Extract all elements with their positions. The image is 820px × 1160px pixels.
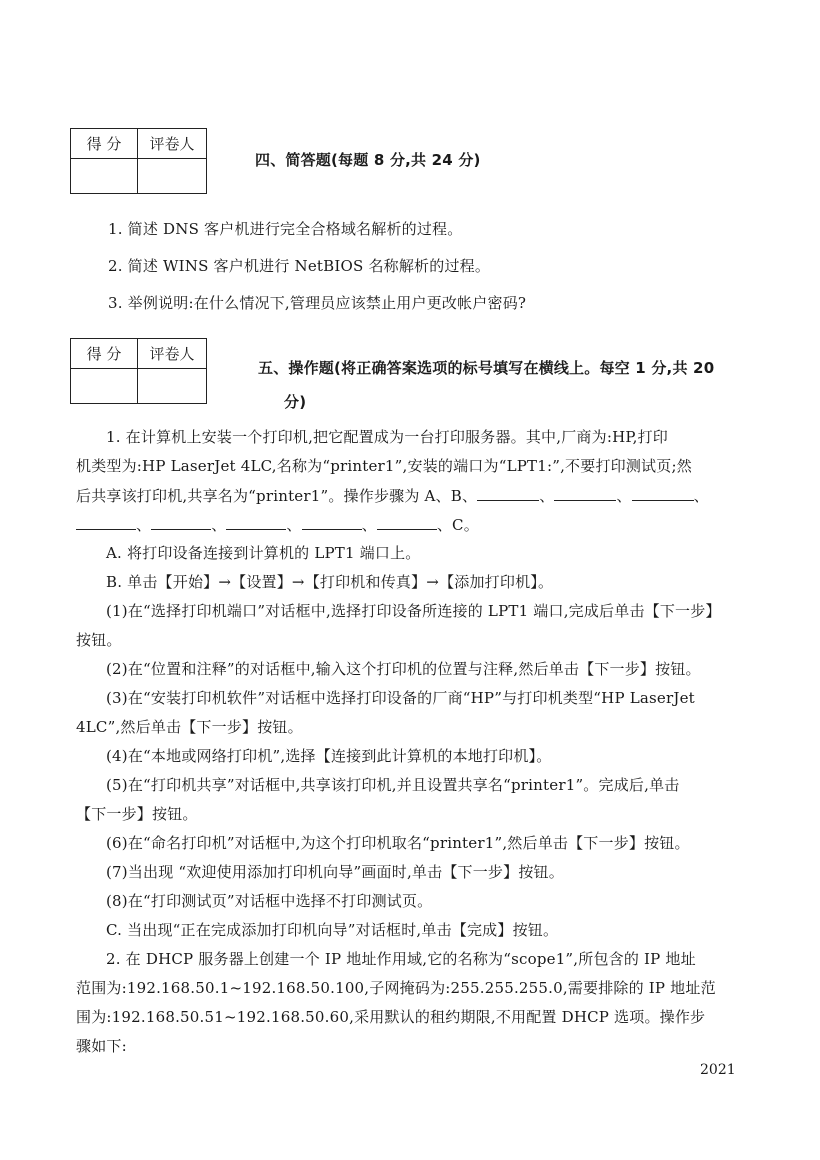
step-3: (3)在“安装打印机软件”对话框中选择打印设备的厂商“HP”与打印机类型“HP LaserJet: [106, 689, 695, 707]
step-7: (7)当出现 “欢迎使用添加打印机向导”画面时,单击【下一步】按钮。: [106, 863, 564, 881]
step-4: (4)在“本地或网络打印机”,选择【连接到此计算机的本地打印机】。: [106, 747, 552, 765]
step-2: (2)在“位置和注释”的对话框中,输入这个打印机的位置与注释,然后单击【下一步】按钮。: [106, 660, 701, 678]
score-cell: [71, 159, 138, 194]
blank-separator: 、: [693, 487, 709, 505]
step-1: (1)在“选择打印机端口”对话框中,选择打印设备所连接的 LPT1 端口,完成后单击【下一步】: [106, 602, 721, 620]
reviewer-label: 评卷人: [138, 339, 207, 369]
q2-line-3: 围为:192.168.50.51~192.168.50.60,采用默认的租约期限,不用配置 DHCP 选项。操作步: [76, 1008, 706, 1026]
step-3-cont: 4LC”,然后单击【下一步】按钮。: [76, 718, 303, 736]
answer-blank[interactable]: [554, 486, 616, 501]
q1-line-3-text: 后共享该打印机,共享名为“printer1”。操作步骤为 A、B、: [76, 487, 478, 505]
section4-heading: 四、简答题(每题 8 分,共 24 分): [255, 151, 481, 169]
reviewer-label: 评卷人: [138, 129, 207, 159]
question-1: 1. 简述 DNS 客户机进行完全合格域名解析的过程。: [108, 220, 463, 238]
score-label: 得 分: [71, 129, 138, 159]
q1-line-3: [76, 486, 709, 506]
step-6: (6)在“命名打印机”对话框中,为这个打印机取名“printer1”,然后单击【下一步】按钮。: [106, 834, 690, 852]
blank-separator: 、: [286, 516, 302, 534]
blank-separator: 、: [211, 516, 227, 534]
section5-heading-cont: 分): [284, 393, 307, 411]
score-table-section4: [70, 128, 207, 194]
section5-heading: 五、操作题(将正确答案选项的标号填写在横线上。每空 1 分,共 20: [258, 359, 715, 377]
score-label: 得 分: [71, 339, 138, 369]
step-5: (5)在“打印机共享”对话框中,共享该打印机,并且设置共享名“printer1”。完成后,单击: [106, 776, 680, 794]
reviewer-cell: [138, 159, 207, 194]
answer-blank[interactable]: [226, 515, 286, 530]
step-1-cont: 按钮。: [76, 631, 122, 649]
step-b: B. 单击【开始】→【设置】→【打印机和传真】→【添加打印机】。: [106, 573, 554, 591]
step-a: A. 将打印设备连接到计算机的 LPT1 端口上。: [106, 544, 421, 562]
answer-blank[interactable]: [377, 515, 437, 530]
step-c: C. 当出现“正在完成添加打印机向导”对话框时,单击【完成】按钮。: [106, 921, 559, 939]
blank-separator: 、: [539, 487, 555, 505]
answer-blank[interactable]: [632, 486, 694, 501]
q2-line-2: 范围为:192.168.50.1~192.168.50.100,子网掩码为:255.255.255.0,需要排除的 IP 地址范: [76, 979, 716, 997]
answer-blank[interactable]: [477, 486, 539, 501]
answer-blank[interactable]: [151, 515, 211, 530]
question-3: 3. 举例说明:在什么情况下,管理员应该禁止用户更改帐户密码?: [108, 294, 527, 312]
blank-separator: 、: [136, 516, 152, 534]
blank-separator: 、: [616, 487, 632, 505]
q2-line-1: 2. 在 DHCP 服务器上创建一个 IP 地址作用域,它的名称为“scope1”,所包含的 IP 地址: [106, 950, 696, 968]
question-2: 2. 简述 WINS 客户机进行 NetBIOS 名称解析的过程。: [108, 257, 491, 275]
page-number: 2021: [700, 1062, 736, 1078]
reviewer-cell: [138, 369, 207, 404]
answer-blank[interactable]: [302, 515, 362, 530]
score-table-section5: [70, 338, 207, 404]
blank-separator: 、: [361, 516, 377, 534]
answer-blank[interactable]: [76, 515, 136, 530]
step-5-cont: 【下一步】按钮。: [76, 805, 198, 823]
q1-line-4: [76, 515, 479, 535]
step-8: (8)在“打印测试页”对话框中选择不打印测试页。: [106, 892, 433, 910]
q2-line-4: 骤如下:: [76, 1037, 127, 1055]
q1-end: 、C。: [436, 516, 479, 534]
q1-line-1: 1. 在计算机上安装一个打印机,把它配置成为一台打印服务器。其中,厂商为:HP,打印: [106, 428, 668, 446]
score-cell: [71, 369, 138, 404]
q1-line-2: 机类型为:HP LaserJet 4LC,名称为“printer1”,安装的端口为“LPT1:”,不要打印测试页;然: [76, 457, 692, 475]
